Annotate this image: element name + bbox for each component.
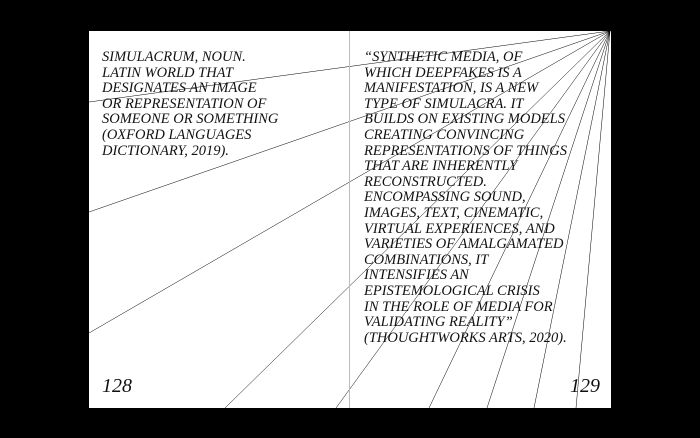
- quote-text: “SYNTHETIC MEDIA, OF WHICH DEEPFAKES IS A MANIFESTATION, IS A NEW TYPE OF SIMULACRA. IT BUILDS ON EXISTING MODELS CREATING CONVINCING REPRESENTATIONS OF THINGS THAT ARE INHERENTLY RECONSTRUCTED. ENCOMPASSING SOUND, IMAGES, TEXT, CINEMATIC, VIRTUAL EXPERIENCES, AND VARIETIES OF AMALGAMATED COMBINATIONS, IT INTENSIFIES AN EPISTEMOLOGICAL CRISIS IN THE ROLE OF MEDIA FOR VALIDATING REALITY” (THOUGHTWORKS ARTS, 2020).: [364, 49, 567, 346]
- book-spread: [89, 31, 611, 408]
- definition-text: SIMULACRUM, NOUN. LATIN WORLD THAT DESIGNATES AN IMAGE OR REPRESENTATION OF SOMEONE OR SOMETHING (OXFORD LANGUAGES DICTIONARY, 2019).: [102, 49, 279, 159]
- page-number-right: 129: [570, 375, 600, 397]
- right-page: [350, 31, 611, 408]
- left-page: [89, 31, 350, 408]
- page-number-left: 128: [102, 375, 132, 397]
